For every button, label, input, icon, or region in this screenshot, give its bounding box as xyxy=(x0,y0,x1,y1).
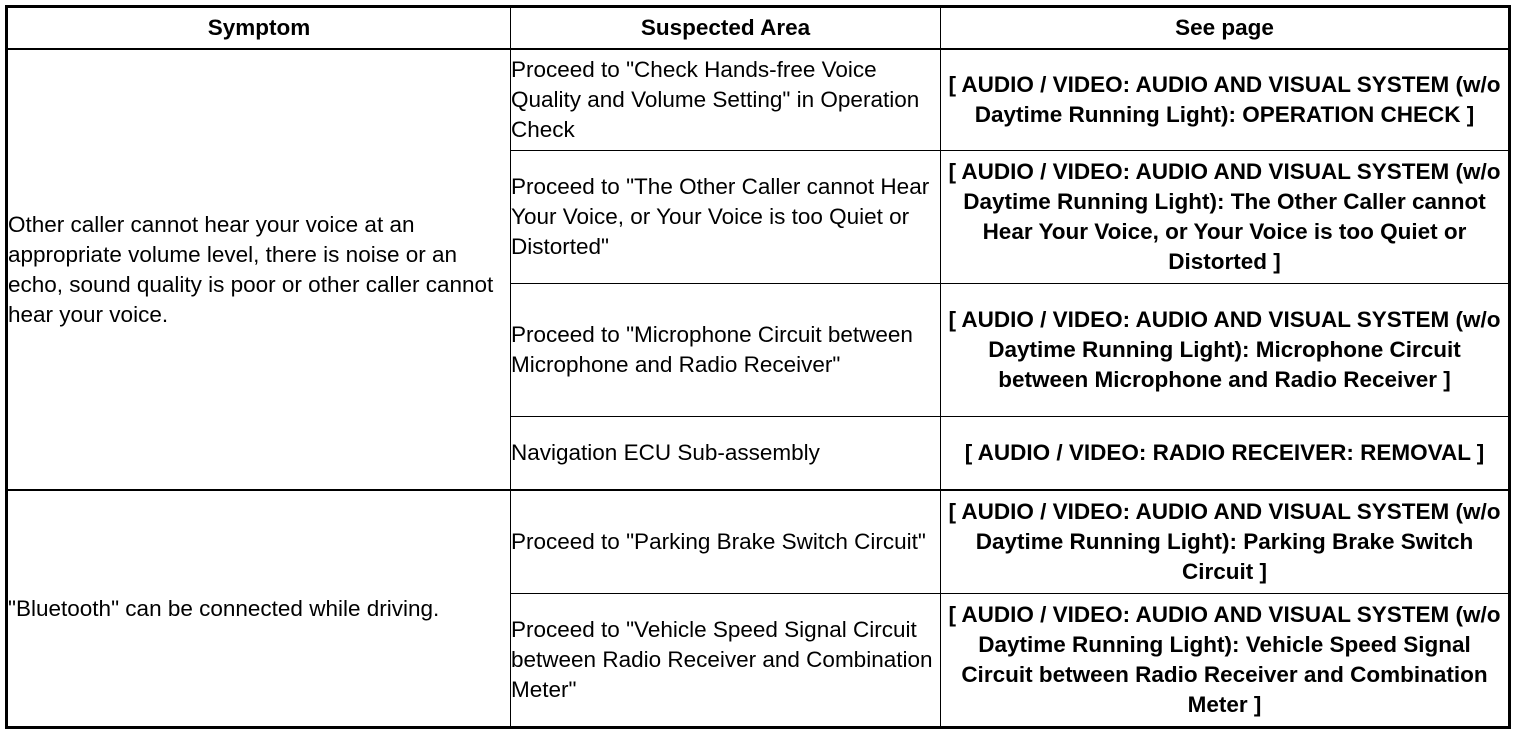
troubleshooting-table xyxy=(5,5,1511,729)
table-row xyxy=(7,490,1510,594)
suspected-area-cell: Proceed to "Check Hands-free Voice Quality and Volume Setting" in Operation Check xyxy=(511,49,941,151)
suspected-area-cell: Proceed to "Microphone Circuit between Microphone and Radio Receiver" xyxy=(511,284,941,417)
suspected-area-cell: Navigation ECU Sub-assembly xyxy=(511,417,941,491)
see-page-cell: [ AUDIO / VIDEO: RADIO RECEIVER: REMOVAL ] xyxy=(941,417,1510,491)
see-page-cell: [ AUDIO / VIDEO: AUDIO AND VISUAL SYSTEM (w/o Daytime Running Light): Parking Brake Switch Circuit ] xyxy=(941,490,1510,594)
header-symptom: Symptom xyxy=(7,7,511,50)
see-page-cell: [ AUDIO / VIDEO: AUDIO AND VISUAL SYSTEM (w/o Daytime Running Light): The Other Caller cannot Hear Your Voice, or Your Voice is too Quiet or Distorted ] xyxy=(941,151,1510,284)
header-see-page: See page xyxy=(941,7,1510,50)
see-page-cell: [ AUDIO / VIDEO: AUDIO AND VISUAL SYSTEM (w/o Daytime Running Light): Vehicle Speed Signal Circuit between Radio Receiver and Combination Meter ] xyxy=(941,594,1510,728)
table-row xyxy=(7,49,1510,151)
suspected-area-cell: Proceed to "The Other Caller cannot Hear Your Voice, or Your Voice is too Quiet or Distorted" xyxy=(511,151,941,284)
suspected-area-cell: Proceed to "Vehicle Speed Signal Circuit between Radio Receiver and Combination Meter" xyxy=(511,594,941,728)
suspected-area-cell: Proceed to "Parking Brake Switch Circuit" xyxy=(511,490,941,594)
see-page-cell: [ AUDIO / VIDEO: AUDIO AND VISUAL SYSTEM (w/o Daytime Running Light): OPERATION CHECK ] xyxy=(941,49,1510,151)
header-suspected-area: Suspected Area xyxy=(511,7,941,50)
symptom-cell: "Bluetooth" can be connected while driving. xyxy=(7,490,511,728)
see-page-cell: [ AUDIO / VIDEO: AUDIO AND VISUAL SYSTEM (w/o Daytime Running Light): Microphone Circuit between Microphone and Radio Receiver ] xyxy=(941,284,1510,417)
symptom-cell: Other caller cannot hear your voice at an appropriate volume level, there is noise or an echo, sound quality is poor or other caller cannot hear your voice. xyxy=(7,49,511,490)
table-header-row xyxy=(7,7,1510,50)
